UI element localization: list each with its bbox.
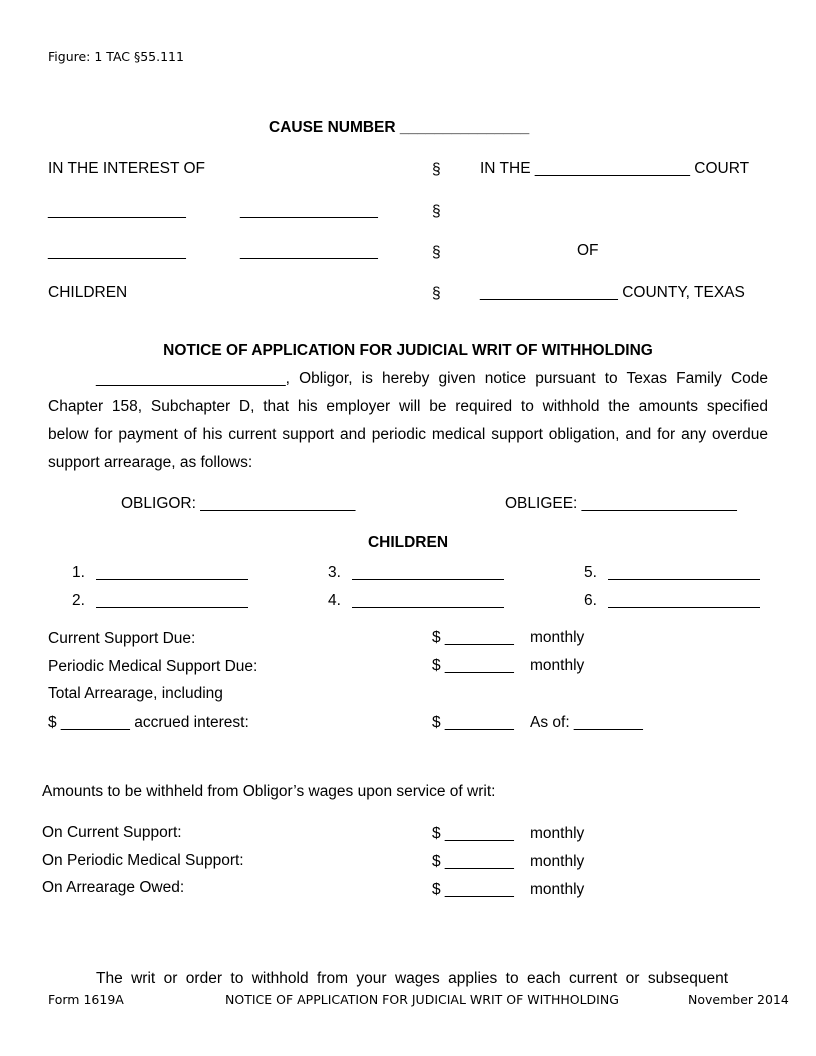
current-support-label: Current Support Due:: [48, 630, 196, 647]
child-number: 3.: [328, 564, 341, 581]
section-symbol: §: [432, 203, 441, 220]
periodic-medical-label: Periodic Medical Support Due:: [48, 658, 258, 675]
current-support-amount: $ ________: [432, 629, 514, 646]
footer-date: November 2014: [688, 992, 789, 1007]
child-number: 2.: [72, 592, 85, 609]
child-blank-line: [96, 607, 248, 608]
child-blank-line: [352, 607, 504, 608]
monthly-label: monthly: [530, 825, 585, 842]
notice-line: below for payment of his current support and periodic medical support obligation, and for any overdue: [48, 426, 768, 443]
section-symbol: §: [432, 161, 441, 178]
as-of-field: As of: ________: [530, 714, 643, 731]
child-name-blank: ________________: [240, 243, 378, 260]
notice-line: support arrearage, as follows:: [48, 454, 253, 471]
notice-line: ______________________, Obligor, is hereby given notice pursuant to Texas Family Code: [96, 370, 768, 387]
cause-number: CAUSE NUMBER _______________: [269, 119, 530, 136]
on-current-support-label: On Current Support:: [42, 824, 182, 841]
children-heading: CHILDREN: [367, 534, 449, 551]
obligor-field: OBLIGOR: __________________: [121, 495, 356, 512]
child-name-blank: ________________: [48, 243, 186, 260]
figure-reference: Figure: 1 TAC §55.111: [48, 49, 184, 64]
notice-paragraph: [48, 365, 768, 477]
obligee-field: OBLIGEE: __________________: [505, 495, 737, 512]
on-periodic-medical-label: On Periodic Medical Support:: [42, 852, 244, 869]
of-label: OF: [577, 242, 599, 259]
child-number: 1.: [72, 564, 85, 581]
periodic-medical-amount: $ ________: [432, 657, 514, 674]
footer-title: NOTICE OF APPLICATION FOR JUDICIAL WRIT OF WITHHOLDING: [225, 992, 619, 1007]
child-blank-line: [352, 579, 504, 580]
child-name-blank: ________________: [48, 202, 186, 219]
notice-line: Chapter 158, Subchapter D, that his employer will be required to withhold the amounts specified: [48, 398, 768, 415]
child-name-blank: ________________: [240, 202, 378, 219]
accrued-interest-label: $ ________ accrued interest:: [48, 714, 249, 731]
arrearage-amount: $ ________: [432, 714, 514, 731]
monthly-label: monthly: [530, 881, 585, 898]
court-line: IN THE __________________ COURT: [480, 160, 750, 177]
child-number: 5.: [584, 564, 597, 581]
monthly-label: monthly: [530, 629, 585, 646]
withholding-intro: Amounts to be withheld from Obligor’s wages upon service of writ:: [42, 783, 496, 800]
child-number: 4.: [328, 592, 341, 609]
county-line: ________________ COUNTY, TEXAS: [480, 284, 745, 301]
total-arrearage-label: Total Arrearage, including: [48, 685, 223, 702]
on-arrearage-amount: $ ________: [432, 881, 514, 898]
on-current-support-amount: $ ________: [432, 825, 514, 842]
closing-text: The writ or order to withhold from your wages applies to each current or subsequent: [96, 970, 728, 987]
notice-title: NOTICE OF APPLICATION FOR JUDICIAL WRIT OF WITHHOLDING: [163, 342, 653, 359]
child-blank-line: [608, 579, 760, 580]
section-symbol: §: [432, 244, 441, 261]
monthly-label: monthly: [530, 853, 585, 870]
in-interest-of-label: IN THE INTEREST OF: [48, 160, 206, 177]
on-periodic-medical-amount: $ ________: [432, 853, 514, 870]
children-caption-label: CHILDREN: [48, 284, 128, 301]
on-arrearage-label: On Arrearage Owed:: [42, 879, 185, 896]
child-number: 6.: [584, 592, 597, 609]
footer-form-number: Form 1619A: [48, 992, 124, 1007]
child-blank-line: [96, 579, 248, 580]
child-blank-line: [608, 607, 760, 608]
monthly-label: monthly: [530, 657, 585, 674]
section-symbol: §: [432, 285, 441, 302]
